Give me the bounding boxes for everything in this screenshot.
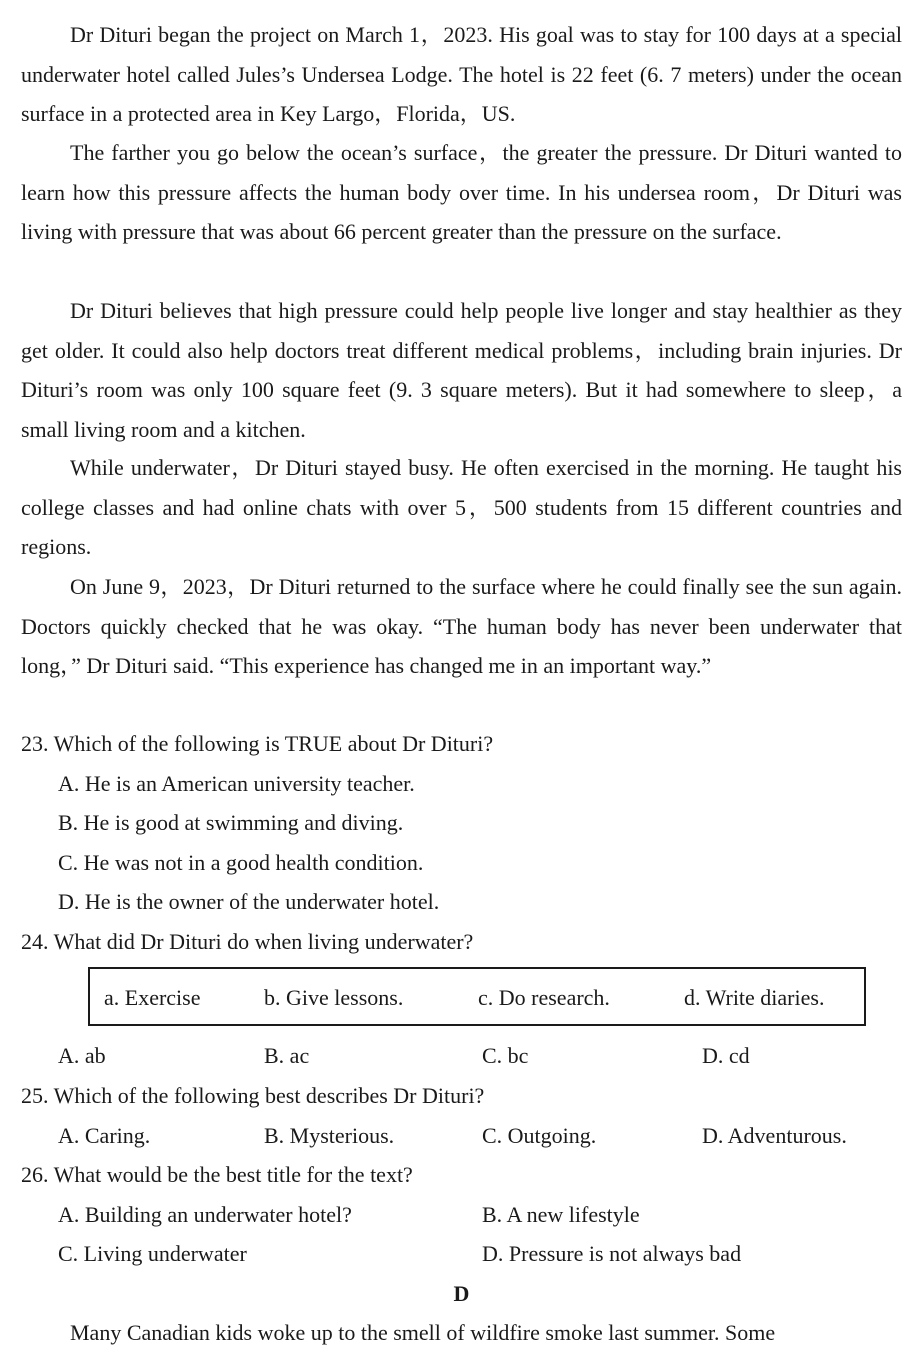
box-item-a: a. Exercise bbox=[104, 985, 201, 1010]
box-item-d: d. Write diaries. bbox=[684, 985, 825, 1010]
question-26-option-c[interactable]: C. Living underwater bbox=[58, 1241, 247, 1266]
box-item-c: c. Do research. bbox=[478, 985, 610, 1010]
box-item-b: b. Give lessons. bbox=[264, 985, 404, 1010]
question-26-option-a[interactable]: A. Building an underwater hotel? bbox=[58, 1202, 352, 1227]
question-24-option-b[interactable]: B. ac bbox=[264, 1043, 310, 1068]
question-23-option-a[interactable]: A. He is an American university teacher. bbox=[58, 771, 415, 796]
question-25-option-c[interactable]: C. Outgoing. bbox=[482, 1123, 597, 1148]
section-d-first-line: Many Canadian kids woke up to the smell of wildfire smoke last summer. Some bbox=[70, 1320, 776, 1345]
passage-paragraph-1: Dr Dituri began the project on March 1，2023. His goal was to stay for 100 days at a special underwater hotel called Jules’s Undersea Lodge. The hotel is 22 feet (6. 7 meters) under the ocean surface in a protected area in Key Largo，Florida，US. bbox=[21, 22, 902, 126]
question-26-option-d[interactable]: D. Pressure is not always bad bbox=[482, 1241, 742, 1266]
question-25-option-d[interactable]: D. Adventurous. bbox=[702, 1123, 847, 1148]
question-24-option-a[interactable]: A. ab bbox=[58, 1043, 106, 1068]
question-23-option-d[interactable]: D. He is the owner of the underwater hotel. bbox=[58, 889, 440, 914]
question-24-option-c[interactable]: C. bc bbox=[482, 1043, 529, 1068]
question-23-option-c[interactable]: C. He was not in a good health condition. bbox=[58, 850, 424, 875]
passage-paragraph-2: The farther you go below the ocean’s surface，the greater the pressure. Dr Dituri wanted to learn how this pressure affects the human body over time. In his undersea room，Dr Dituri was living with pressure that was about 66 percent greater than the pressure on the surface. bbox=[21, 140, 902, 244]
question-26-stem: 26. What would be the best title for the text? bbox=[21, 1162, 413, 1187]
question-24-stem: 24. What did Dr Dituri do when living underwater? bbox=[21, 929, 474, 954]
question-23-stem: 23. Which of the following is TRUE about Dr Dituri? bbox=[21, 731, 494, 756]
section-d-heading: D bbox=[453, 1281, 470, 1306]
question-23-option-b[interactable]: B. He is good at swimming and diving. bbox=[58, 810, 404, 835]
passage-paragraph-5: On June 9，2023，Dr Dituri returned to the surface where he could finally see the sun again. Doctors quickly checked that he was okay. “The human body has never been underwater that long，” Dr Dituri said. “This experience has changed me in an important way.” bbox=[21, 574, 902, 678]
passage-paragraph-4: While underwater，Dr Dituri stayed busy. He often exercised in the morning. He taught his college classes and had online chats with over 5，500 students from 15 different countries and regions. bbox=[21, 455, 902, 559]
question-26-option-b[interactable]: B. A new lifestyle bbox=[482, 1202, 640, 1227]
passage-paragraph-3: Dr Dituri believes that high pressure could help people live longer and stay healthier as they get older. It could also help doctors treat different medical problems，including brain injuries. Dr Dituri’s room was only 100 square feet (9. 3 square meters). But it had somewhere to sleep，a small living room and a kitchen. bbox=[21, 298, 902, 442]
question-25-stem: 25. Which of the following best describes Dr Dituri? bbox=[21, 1083, 485, 1108]
question-24-option-d[interactable]: D. cd bbox=[702, 1043, 750, 1068]
question-25-option-a[interactable]: A. Caring. bbox=[58, 1123, 151, 1148]
question-24-choice-box bbox=[88, 967, 866, 1026]
question-25-option-b[interactable]: B. Mysterious. bbox=[264, 1123, 395, 1148]
